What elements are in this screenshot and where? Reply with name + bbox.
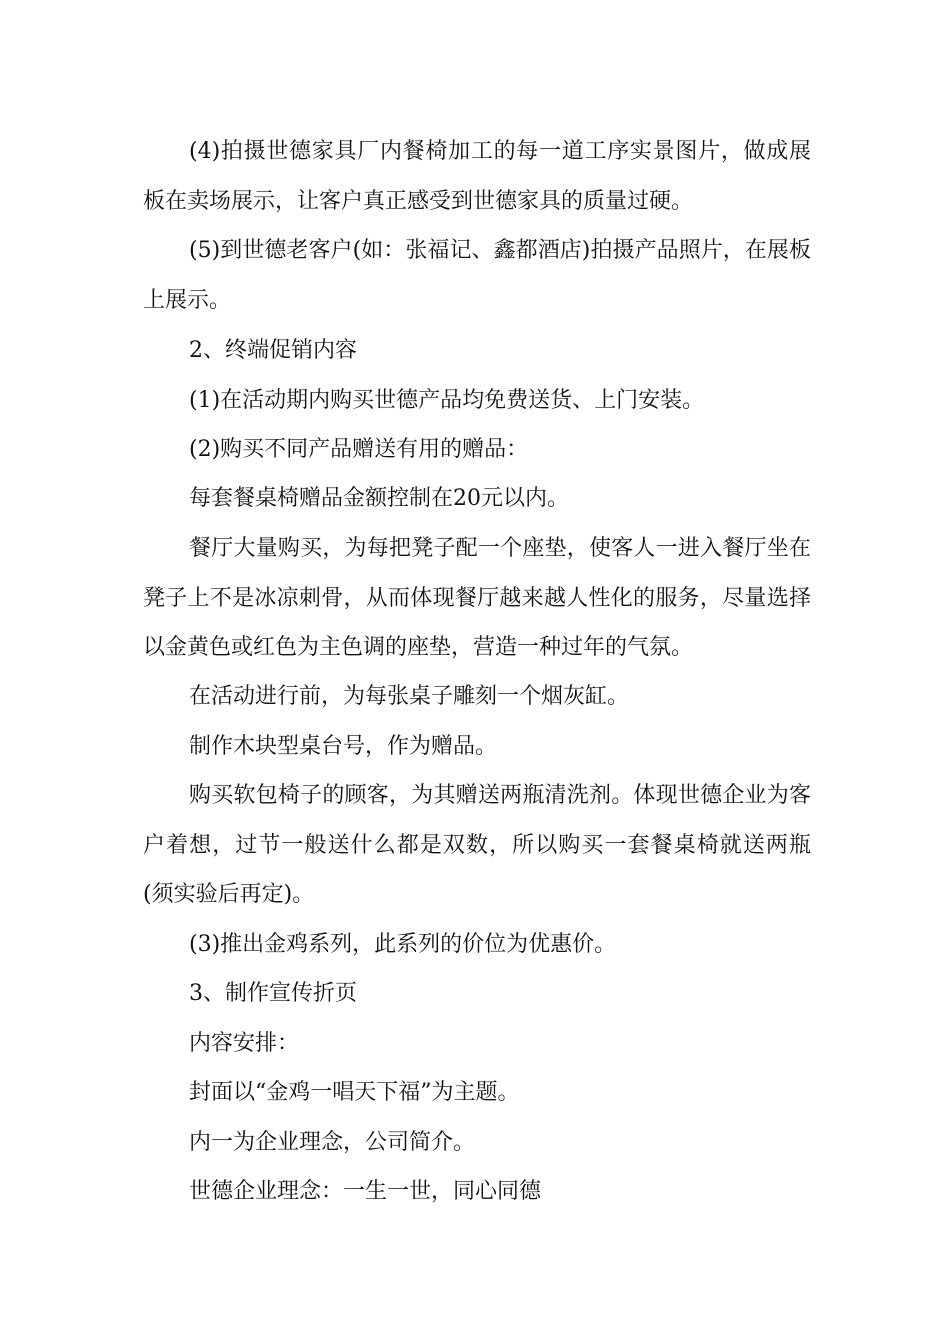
paragraph-seat-cushion: 餐厅大量购买，为每把凳子配一个座垫，使客人一进入餐厅坐在凳子上不是冰凉刺骨，从而体现餐厅越来越人性化的服务，尽量选择以金黄色或红色为主色调的座垫，营造一种过年的气氛。 <box>143 536 811 660</box>
paragraph-gifts-intro: (2)购买不同产品赠送有用的赠品： <box>189 437 529 462</box>
section-heading-brochure: 3、制作宣传折页 <box>189 981 357 1006</box>
paragraph-content-arrangement: 内容安排： <box>189 1031 300 1056</box>
section-heading-terminal-promotion: 2、终端促销内容 <box>189 338 357 363</box>
paragraph-free-delivery: (1)在活动期内购买世德产品均免费送货、上门安装。 <box>189 388 705 413</box>
paragraph-cover-theme: 封面以“金鸡一唱天下福”为主题。 <box>189 1080 520 1105</box>
paragraph-company-philosophy: 世德企业理念：一生一世，同心同德 <box>189 1179 542 1204</box>
paragraph-ashtray: 在活动进行前，为每张桌子雕刻一个烟灰缸。 <box>189 684 630 709</box>
paragraph-table-number: 制作木块型桌台号，作为赠品。 <box>189 734 498 759</box>
paragraph-photo-workshop: (4)拍摄世德家具厂内餐椅加工的每一道工序实景图片，做成展板在卖场展示，让客户真正感受到世德家具的质量过硬。 <box>143 139 811 214</box>
paragraph-inner-page-one: 内一为企业理念，公司简介。 <box>189 1130 476 1155</box>
paragraph-gift-limit: 每套餐桌椅赠品金额控制在20元以内。 <box>189 486 569 511</box>
paragraph-photo-customers: (5)到世德老客户(如：张福记、鑫都酒店)拍摄产品照片，在展板上展示。 <box>143 238 811 313</box>
paragraph-golden-rooster-series: (3)推出金鸡系列，此系列的价位为优惠价。 <box>189 932 617 957</box>
paragraph-cleaning-agent: 购买软包椅子的顾客，为其赠送两瓶清洗剂。体现世德企业为客户着想，过节一般送什么都是双数，所以购买一套餐桌椅就送两瓶(须实验后再定)。 <box>143 783 811 907</box>
